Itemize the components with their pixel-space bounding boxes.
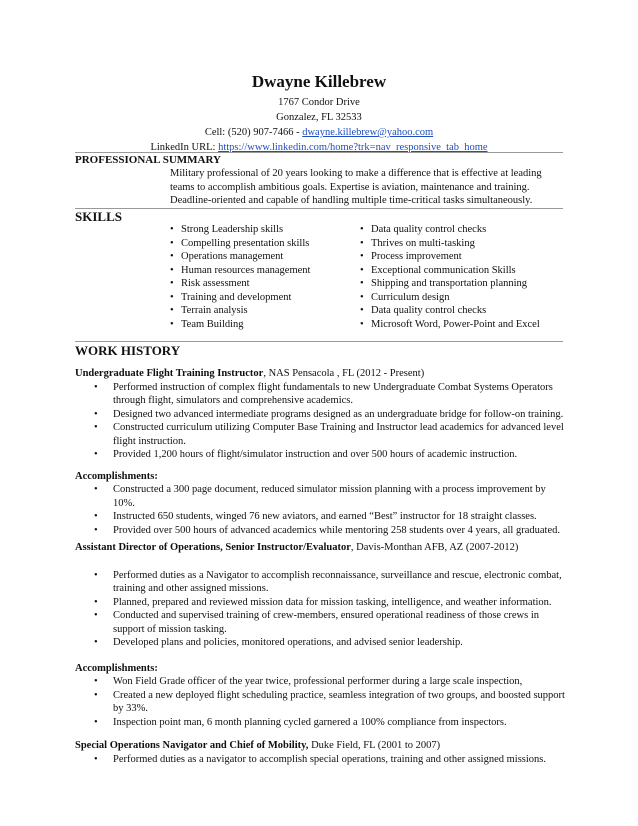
skills-heading: SKILLS [75, 209, 122, 224]
duty-item: • Constructed curriculum utilizing Computer Base Training and Instructor lead academics for advanced level flight instruction. [75, 421, 565, 448]
duty-item: • Performed instruction of complex flight fundamentals to new Undergraduate Combat Systems Operators through flight, simulators and comprehensive academics. [75, 381, 565, 408]
divider [75, 341, 563, 342]
accomplishment-item: • Won Field Grade officer of the year twice, professional performer during a large scale inspection, [75, 675, 565, 689]
duty-item: • Planned, prepared and reviewed mission data for mission tasking, intelligence, and weather information. [75, 596, 565, 610]
cell-phone: Cell: (520) 907-7466 - [204, 127, 303, 138]
accomplishment-item: • Constructed a 300 page document, reduced simulator mission planning with a process improvement by 10%. [75, 483, 565, 510]
duty-item: • Performed duties as a Navigator to accomplish reconnaissance, surveillance and rescue, electronic combat, training and other assigned missions. [75, 569, 565, 596]
duty-item: • Provided 1,200 hours of flight/simulator instruction and over 500 hours of academic instruction. [75, 448, 565, 462]
skill-item: • Process improvement [360, 250, 540, 264]
accomplishment-item: • Created a new deployed flight scheduling practice, seamless integration of two groups, and boosted support by 33%. [75, 689, 565, 716]
skill-item: • Team Building [170, 318, 310, 332]
accomplishments-list [75, 483, 565, 537]
job-title-line [75, 739, 565, 753]
work-history [75, 367, 565, 766]
divider [75, 152, 563, 153]
job-location-dates: , NAS Pensacola , FL (2012 - Present) [263, 368, 425, 379]
skill-item: • Shipping and transportation planning [360, 277, 540, 291]
job-title-line [75, 541, 565, 555]
city-state-zip: Gonzalez, FL 32533 [276, 112, 362, 123]
skill-item: • Data quality control checks [360, 304, 540, 318]
resume-header [0, 72, 638, 155]
accomplishments-heading: Accomplishments: [75, 662, 158, 674]
job-title: Undergraduate Flight Training Instructor [75, 368, 264, 379]
skill-item: • Strong Leadership skills [170, 223, 310, 237]
summary-heading: PROFESSIONAL SUMMARY [75, 154, 221, 166]
job-duties [75, 381, 565, 462]
skills-list-left [170, 223, 310, 331]
job-location-dates: Duke Field, FL (2001 to 2007) [308, 740, 441, 751]
duty-item: • Conducted and supervised training of crew-members, ensured operational readiness of those crews in support of mission tasking. [75, 609, 565, 636]
work-history-heading: WORK HISTORY [75, 343, 181, 358]
skill-item: • Microsoft Word, Power-Point and Excel [360, 318, 540, 332]
job-title: Assistant Director of Operations, Senior Instructor/Evaluator [75, 542, 351, 553]
skill-item: • Thrives on multi-tasking [360, 237, 540, 251]
duty-item: • Developed plans and policies, monitored operations, and advised senior leadership. [75, 636, 565, 650]
accomplishment-item: • Inspection point man, 6 month planning cycled garnered a 100% compliance from inspectors. [75, 716, 565, 730]
contact-line [0, 125, 638, 140]
linkedin-label: LinkedIn URL: [150, 142, 219, 153]
job-title: Special Operations Navigator and Chief of Mobility, [75, 740, 309, 751]
accomplishments-heading: Accomplishments: [75, 470, 158, 482]
candidate-name: Dwayne Killebrew [251, 72, 387, 91]
divider [75, 208, 563, 209]
linkedin-link[interactable]: https://www.linkedin.com/home?trk=nav_responsive_tab_home [218, 142, 488, 153]
job-duties [75, 569, 565, 650]
skill-item: • Human resources management [170, 264, 310, 278]
duty-item: • Performed duties as a navigator to accomplish special operations, training and other assigned missions. [75, 753, 565, 767]
skill-item: • Training and development [170, 291, 310, 305]
skill-item: • Data quality control checks [360, 223, 540, 237]
duty-item: • Designed two advanced intermediate programs designed as an undergraduate bridge for follow-on training. [75, 408, 565, 422]
accomplishments-list [75, 675, 565, 729]
accomplishment-item: • Instructed 650 students, winged 76 new aviators, and earned “Best” instructor for 18 straight classes. [75, 510, 565, 524]
skill-item: • Operations management [170, 250, 310, 264]
street-address: 1767 Condor Drive [278, 97, 360, 108]
job-location-dates: , Davis-Monthan AFB, AZ (2007-2012) [350, 542, 519, 553]
skill-item: • Exceptional communication Skills [360, 264, 540, 278]
skill-item: • Risk assessment [170, 277, 310, 291]
skill-item: • Terrain analysis [170, 304, 310, 318]
skill-item: • Curriculum design [360, 291, 540, 305]
skills-list-right [360, 223, 540, 331]
email-link[interactable]: dwayne.killebrew@yahoo.com [302, 127, 434, 138]
skill-item: • Compelling presentation skills [170, 237, 310, 251]
summary-text: Military professional of 20 years looking to make a difference that is effective at leading teams to accomplish ambitious goals. Expertise is aviation, maintenance and training. Deadline-oriented and capable of handling multiple time-critical tasks simultaneously. [170, 168, 542, 206]
accomplishment-item: • Provided over 500 hours of advanced academics while mentoring 258 students over 4 years, all graduated. [75, 524, 565, 538]
job-title-line [75, 367, 565, 381]
job-duties [75, 753, 565, 767]
